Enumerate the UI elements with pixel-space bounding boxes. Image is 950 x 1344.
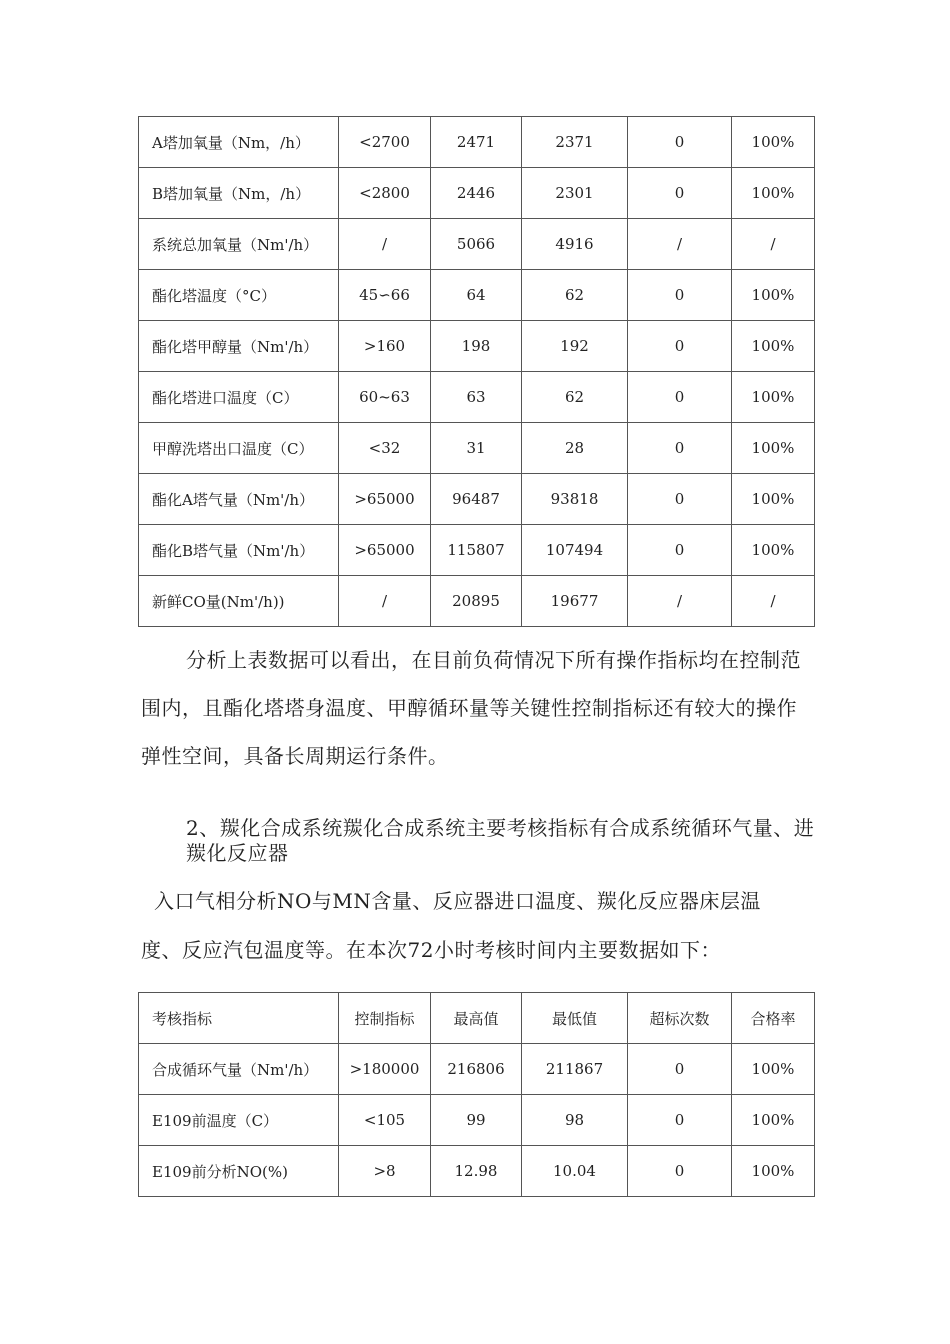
value-cell: 0 — [628, 423, 732, 474]
header-cell: 考核指标 — [139, 993, 339, 1044]
value-cell: 62 — [522, 372, 628, 423]
value-cell: 64 — [431, 270, 522, 321]
value-cell: 0 — [628, 321, 732, 372]
value-cell: / — [628, 219, 732, 270]
value-cell: / — [732, 576, 815, 627]
value-cell: 2471 — [431, 117, 522, 168]
table-row — [139, 168, 815, 219]
table-row — [139, 474, 815, 525]
value-cell: <2800 — [339, 168, 431, 219]
value-cell: <2700 — [339, 117, 431, 168]
indicator-name-cell: B塔加氧量（Nm，/h） — [139, 168, 339, 219]
paragraph-line: 入口气相分析NO与MN含量、反应器进口温度、羰化反应器床层温 — [154, 889, 761, 913]
value-cell: 5066 — [431, 219, 522, 270]
value-cell: 96487 — [431, 474, 522, 525]
value-cell: / — [339, 576, 431, 627]
indicator-name-cell: 系统总加氧量（Nm'/h） — [139, 219, 339, 270]
header-cell: 最低值 — [522, 993, 628, 1044]
indicator-name-cell: 酯化A塔气量（Nm'/h） — [139, 474, 339, 525]
value-cell: 100% — [732, 321, 815, 372]
header-cell: 控制指标 — [339, 993, 431, 1044]
value-cell: / — [339, 219, 431, 270]
value-cell: 98 — [522, 1095, 628, 1146]
value-cell: 0 — [628, 1044, 732, 1095]
value-cell: / — [732, 219, 815, 270]
value-cell: 211867 — [522, 1044, 628, 1095]
indicator-name-cell: 酯化塔温度（°C） — [139, 270, 339, 321]
value-cell: 0 — [628, 168, 732, 219]
indicator-name-cell: A塔加氧量（Nm，/h） — [139, 117, 339, 168]
value-cell: 107494 — [522, 525, 628, 576]
value-cell: 198 — [431, 321, 522, 372]
value-cell: 2446 — [431, 168, 522, 219]
value-cell: 2301 — [522, 168, 628, 219]
value-cell: >65000 — [339, 525, 431, 576]
table-row — [139, 219, 815, 270]
indicator-name-cell: 甲醇洗塔出口温度（C） — [139, 423, 339, 474]
value-cell: 2371 — [522, 117, 628, 168]
value-cell: 60~63 — [339, 372, 431, 423]
table-row — [139, 117, 815, 168]
indicator-name-cell: 合成循环气量（Nm'/h） — [139, 1044, 339, 1095]
value-cell: <32 — [339, 423, 431, 474]
value-cell: 10.04 — [522, 1146, 628, 1197]
section-heading: 2、羰化合成系统羰化合成系统主要考核指标有合成系统循环气量、进 — [186, 816, 815, 840]
value-cell: 28 — [522, 423, 628, 474]
table-row — [139, 1146, 815, 1197]
paragraph-line: 分析上表数据可以看出，在目前负荷情况下所有操作指标均在控制范 — [186, 648, 801, 672]
value-cell: 0 — [628, 1095, 732, 1146]
value-cell: 216806 — [431, 1044, 522, 1095]
value-cell: >65000 — [339, 474, 431, 525]
table-row — [139, 525, 815, 576]
table-row — [139, 1095, 815, 1146]
indicator-name-cell: E109前分析NO(%) — [139, 1146, 339, 1197]
value-cell: 63 — [431, 372, 522, 423]
header-cell: 超标次数 — [628, 993, 732, 1044]
paragraph-line: 弹性空间，具备长周期运行条件。 — [141, 744, 449, 768]
table-row — [139, 270, 815, 321]
value-cell: 93818 — [522, 474, 628, 525]
table-row — [139, 576, 815, 627]
table-row — [139, 372, 815, 423]
value-cell: 0 — [628, 1146, 732, 1197]
value-cell: 100% — [732, 525, 815, 576]
header-cell: 最高值 — [431, 993, 522, 1044]
indicator-table-2 — [138, 992, 815, 1197]
value-cell: 62 — [522, 270, 628, 321]
table-row — [139, 1044, 815, 1095]
value-cell: 100% — [732, 270, 815, 321]
value-cell: 20895 — [431, 576, 522, 627]
value-cell: <105 — [339, 1095, 431, 1146]
paragraph-line: 围内，且酯化塔塔身温度、甲醇循环量等关键性控制指标还有较大的操作 — [141, 696, 797, 720]
table-header-row — [139, 993, 815, 1044]
table-row — [139, 321, 815, 372]
value-cell: 100% — [732, 372, 815, 423]
indicator-name-cell: 酯化B塔气量（Nm'/h） — [139, 525, 339, 576]
value-cell: 0 — [628, 525, 732, 576]
value-cell: 100% — [732, 1146, 815, 1197]
value-cell: 12.98 — [431, 1146, 522, 1197]
value-cell: 99 — [431, 1095, 522, 1146]
value-cell: 0 — [628, 117, 732, 168]
value-cell: 31 — [431, 423, 522, 474]
value-cell: >180000 — [339, 1044, 431, 1095]
table-row — [139, 423, 815, 474]
value-cell: >160 — [339, 321, 431, 372]
value-cell: 0 — [628, 372, 732, 423]
value-cell: 100% — [732, 117, 815, 168]
value-cell: 0 — [628, 474, 732, 525]
value-cell: 100% — [732, 1095, 815, 1146]
value-cell: 45∽66 — [339, 270, 431, 321]
value-cell: >8 — [339, 1146, 431, 1197]
indicator-table-1 — [138, 116, 815, 627]
value-cell: 100% — [732, 1044, 815, 1095]
value-cell: 100% — [732, 423, 815, 474]
value-cell: 100% — [732, 474, 815, 525]
value-cell: 19677 — [522, 576, 628, 627]
value-cell: 115807 — [431, 525, 522, 576]
value-cell: 192 — [522, 321, 628, 372]
paragraph-line: 度、反应汽包温度等。在本次72小时考核时间内主要数据如下： — [141, 938, 721, 962]
indicator-name-cell: 酯化塔甲醇量（Nm'/h） — [139, 321, 339, 372]
indicator-name-cell: 酯化塔进口温度（C） — [139, 372, 339, 423]
header-cell: 合格率 — [732, 993, 815, 1044]
section-heading-continued: 羰化反应器 — [186, 841, 289, 865]
indicator-name-cell: E109前温度（C） — [139, 1095, 339, 1146]
value-cell: / — [628, 576, 732, 627]
indicator-name-cell: 新鲜CO量(Nm'/h)) — [139, 576, 339, 627]
value-cell: 100% — [732, 168, 815, 219]
value-cell: 4916 — [522, 219, 628, 270]
value-cell: 0 — [628, 270, 732, 321]
